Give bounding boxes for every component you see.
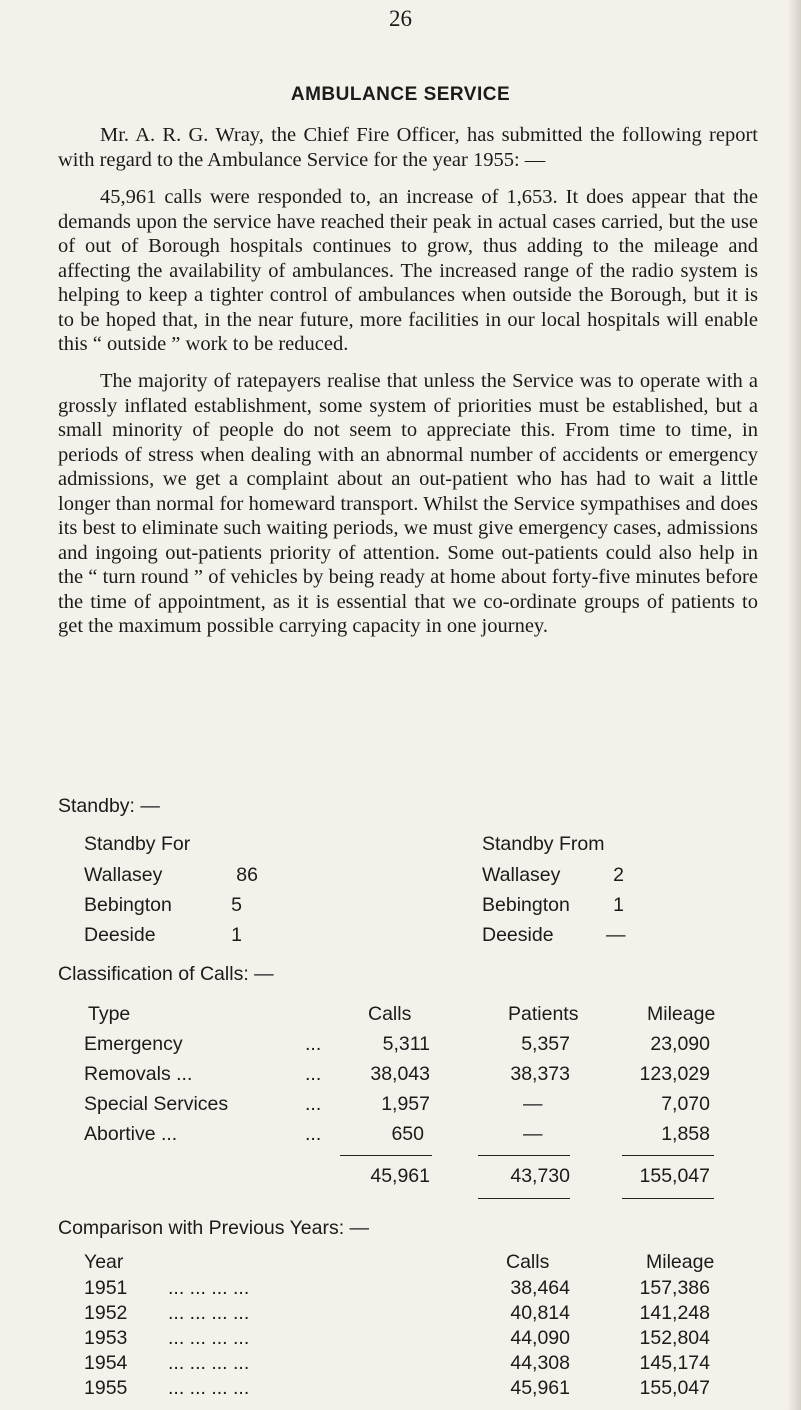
- standby-from-count: —: [606, 924, 626, 946]
- patients-cell: —: [523, 1093, 543, 1115]
- col-mileage-header: Mileage: [646, 1251, 715, 1273]
- calls-cell: 5,311: [382, 1033, 430, 1055]
- calls-total-rule: [340, 1155, 432, 1156]
- mileage-cell: 23,090: [650, 1033, 710, 1055]
- intro-paragraph: Mr. A. R. G. Wray, the Chief Fire Officer, has submitted the following report with regard to the Ambulance Service for the year 1955: —: [58, 124, 758, 171]
- patients-cell: 5,357: [521, 1033, 570, 1055]
- year-cell: 1953: [84, 1327, 128, 1349]
- col-mileage-header: Mileage: [647, 1003, 716, 1025]
- leader-dots: ... ... ... ...: [168, 1377, 250, 1399]
- patients-total-rule: [478, 1155, 570, 1156]
- mileage-cell: 152,804: [639, 1327, 710, 1349]
- type-cell: Abortive ...: [84, 1123, 178, 1145]
- patients-double-rule: [478, 1198, 570, 1199]
- calls-cell: 38,043: [370, 1063, 430, 1085]
- standby-for-heading: Standby For: [84, 833, 191, 855]
- mileage-total: 155,047: [639, 1165, 710, 1187]
- col-year-header: Year: [84, 1251, 124, 1273]
- standby-for-count: 1: [231, 924, 242, 946]
- calls-cell: 45,961: [510, 1377, 570, 1399]
- patients-total: 43,730: [510, 1165, 570, 1187]
- calls-paragraph: 45,961 calls were responded to, an increase of 1,653. It does appear that the demands upon the service have reached their peak in actual cases carried, but the use of out of Borough hospitals continues to grow, thus adding to the mileage and affecting the availability of ambulances. The increased range of the radio system is helping to keep a tighter control of ambulances when outside the Borough, but it is to be hoped that, in the near future, more facilities in our local hospitals will enable this “ outside ” work to be reduced.: [58, 186, 758, 355]
- leader-dots: ... ... ... ...: [168, 1277, 250, 1299]
- calls-cell: 650: [391, 1123, 424, 1145]
- leader-dots: ... ... ... ...: [168, 1327, 250, 1349]
- standby-for-place: Bebington: [84, 894, 172, 916]
- section-title: AMBULANCE SERVICE: [290, 84, 511, 105]
- col-type-header: Type: [88, 1003, 131, 1025]
- standby-from-place: Deeside: [482, 924, 554, 946]
- priorities-paragraph: The majority of ratepayers realise that unless the Service was to operate with a grossly inflated establishment, some system of priorities must be established, but a small minority of people do not seem to appreciate this. From time to time, in periods of stress when dealing with an abnormal number of accidents or emergency admissions, we get a complaint about an out-patient who has had to wait a little longer than normal for homeward transport. Whilst the Service sympathises and does its best to eliminate such waiting periods, we must give emergency cases, admissions and ingoing out-patients priority of attention. Some out-patients could also help in the “ turn round ” of vehicles by being ready at home about forty-five minutes before the time of appointment, as it is essential that we co-ordinate groups of patients to get the maximum possible carrying capacity in one journey.: [58, 370, 758, 637]
- page-number: 26: [389, 6, 412, 31]
- mileage-cell: 7,070: [661, 1093, 710, 1115]
- calls-cell: 40,814: [510, 1302, 570, 1324]
- mileage-cell: 141,248: [639, 1302, 710, 1324]
- year-cell: 1952: [84, 1302, 128, 1324]
- standby-from-place: Bebington: [482, 894, 570, 916]
- leader-dots: ...: [305, 1093, 322, 1115]
- page-edge-shadow: [787, 0, 801, 1410]
- calls-total: 45,961: [370, 1165, 430, 1187]
- standby-heading: Standby: —: [58, 795, 160, 817]
- mileage-total-rule: [622, 1155, 714, 1156]
- standby-from-place: Wallasey: [482, 864, 561, 886]
- mileage-cell: 145,174: [639, 1352, 710, 1374]
- calls-cell: 38,464: [510, 1277, 570, 1299]
- col-calls-header: Calls: [368, 1003, 412, 1025]
- year-cell: 1954: [84, 1352, 128, 1374]
- standby-from-heading: Standby From: [482, 833, 605, 855]
- year-cell: 1955: [84, 1377, 128, 1399]
- leader-dots: ...: [305, 1123, 322, 1145]
- comparison-heading: Comparison with Previous Years: —: [58, 1217, 370, 1239]
- calls-cell: 44,090: [510, 1327, 570, 1349]
- mileage-double-rule: [622, 1198, 714, 1199]
- col-patients-header: Patients: [508, 1003, 579, 1025]
- standby-from-count: 1: [613, 894, 624, 916]
- mileage-cell: 1,858: [661, 1123, 710, 1145]
- leader-dots: ... ... ... ...: [168, 1302, 250, 1324]
- leader-dots: ... ... ... ...: [168, 1352, 250, 1374]
- leader-dots: ...: [305, 1063, 322, 1085]
- col-calls-header: Calls: [506, 1251, 550, 1273]
- standby-from-count: 2: [613, 864, 624, 886]
- leader-dots: ...: [305, 1033, 322, 1055]
- year-cell: 1951: [84, 1277, 128, 1299]
- standby-for-place: Wallasey: [84, 864, 163, 886]
- standby-for-place: Deeside: [84, 924, 156, 946]
- classification-heading: Classification of Calls: —: [58, 963, 274, 985]
- standby-for-count: 5: [231, 894, 242, 916]
- patients-cell: 38,373: [510, 1063, 570, 1085]
- type-cell: Emergency: [84, 1033, 183, 1055]
- standby-for-count: 86: [236, 864, 258, 886]
- calls-cell: 1,957: [381, 1093, 430, 1115]
- calls-cell: 44,308: [510, 1352, 570, 1374]
- patients-cell: —: [523, 1123, 543, 1145]
- mileage-cell: 123,029: [639, 1063, 710, 1085]
- type-cell: Special Services: [84, 1093, 229, 1115]
- mileage-cell: 155,047: [639, 1377, 710, 1399]
- mileage-cell: 157,386: [639, 1277, 710, 1299]
- type-cell: Removals ...: [84, 1063, 193, 1085]
